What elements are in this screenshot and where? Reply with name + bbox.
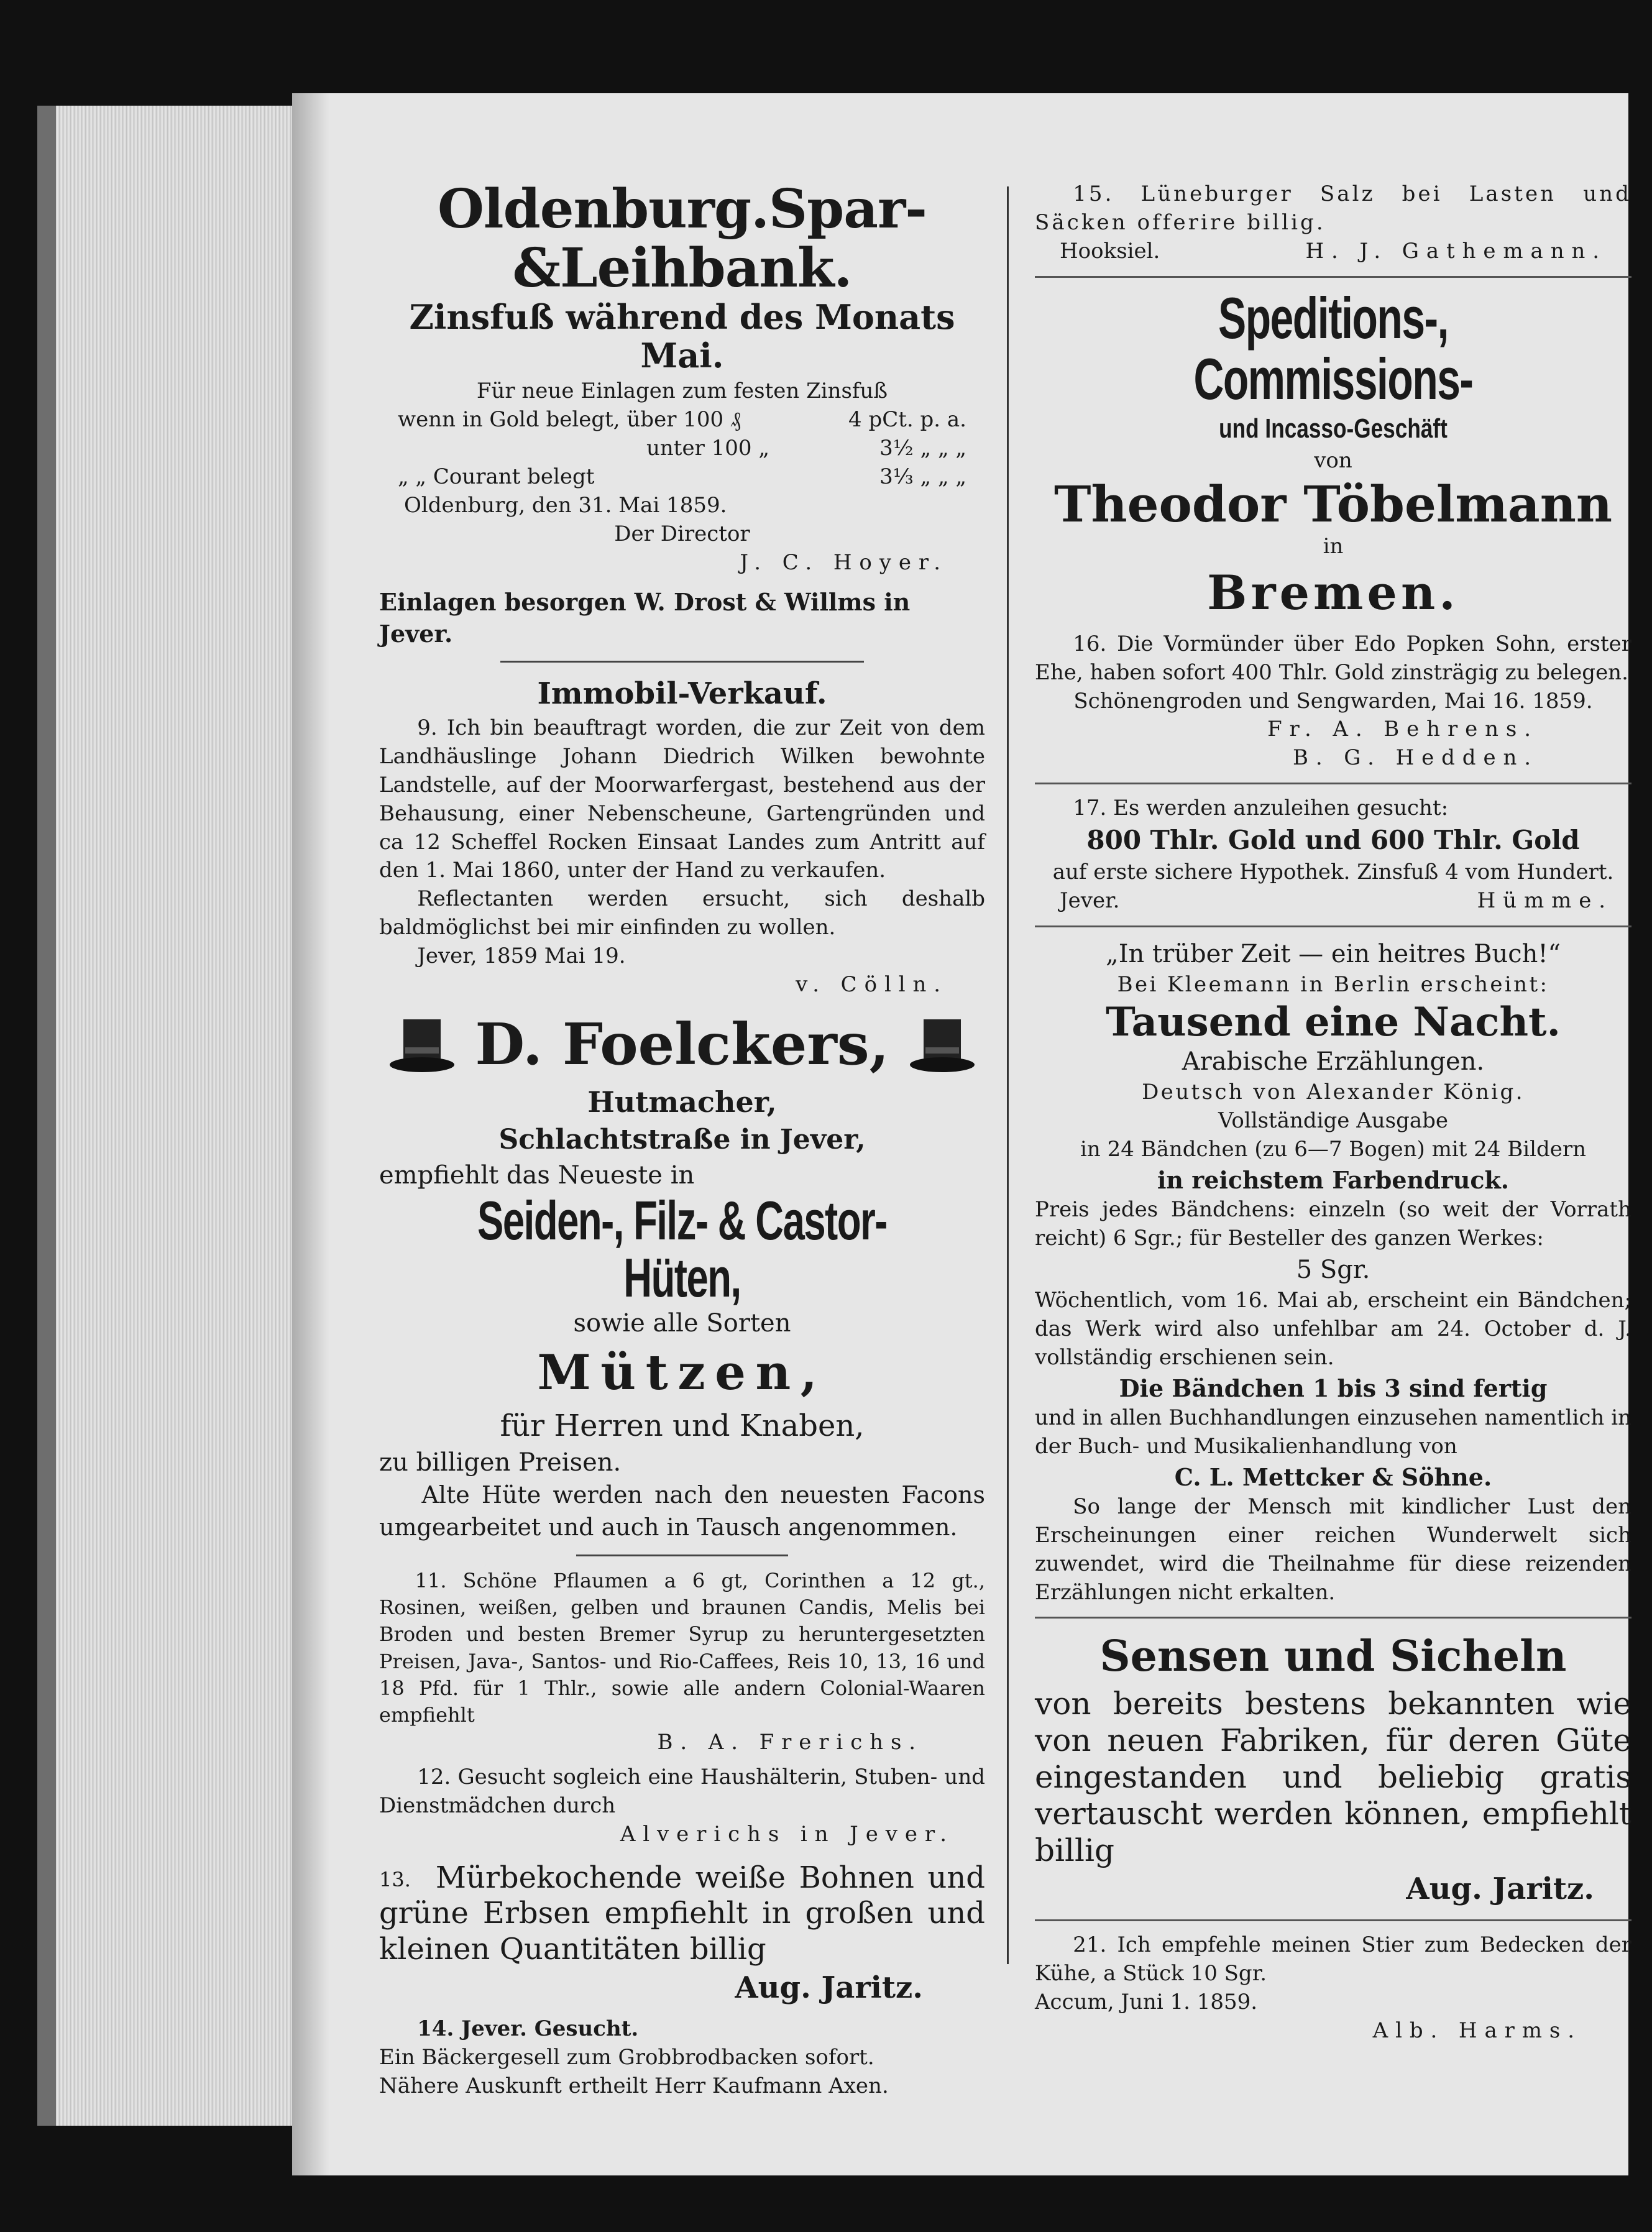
zinsfuss-title: Zinsfuß während des Monats Mai. bbox=[409, 297, 955, 376]
hutmacher: Hutmacher, bbox=[587, 1085, 777, 1119]
sensen-body: von bereits bestens bekannten wie von neuen Fabriken, für deren Güte eingestanden und beliebig gratis vertauscht werden können, empfiehlt billig bbox=[1035, 1686, 1631, 1869]
ad-17-body: auf erste sichere Hypothek. Zinsfuß 4 vom Hundert. bbox=[1052, 859, 1614, 884]
ad-17-footer: Jever. Hümme. bbox=[1060, 888, 1613, 913]
foelckers-name: D. Foelckers, bbox=[475, 1010, 889, 1078]
rate-row: unter 100 „ 3½ „ „ „ bbox=[646, 436, 966, 461]
buchhandlungen: und in allen Buchhandlungen einzusehen namentlich in der Buch- und Musikalienhandlung von bbox=[1035, 1405, 1631, 1459]
alte-huete: Alte Hüte werden nach den neuesten Facons umgearbeitet und auch in Tausch angenommen. bbox=[379, 1481, 985, 1541]
hueten-heading: Hüten, bbox=[623, 1246, 741, 1308]
book-page-edges bbox=[37, 106, 317, 2126]
immobil-body: 9. Ich bin beauftragt worden, die zur Zeit von dem Landhäuslinge Johann Diedrich Wilken bewohnte Landstelle, auf der Moorwarfergast, bestehend aus der Behausung, einer Nebenscheune, Gartengründen und ca 12 Scheffel Rocken Einsaat Landes zum Antritt auf den 1. Mai 1860, unter der Hand zu verkaufen. bbox=[379, 715, 985, 883]
ad-11-signature: B. A. Frerichs. bbox=[657, 1730, 923, 1755]
ad-16-signature-2: B. G. Hedden. bbox=[1293, 745, 1538, 771]
ad-16-signature-1: Fr. A. Behrens. bbox=[1267, 717, 1538, 742]
billige-preise: zu billigen Preisen. bbox=[379, 1448, 622, 1477]
ad-21-date: Accum, Juni 1. 1859. bbox=[1035, 1989, 1258, 2014]
bank-date: Oldenburg, den 31. Mai 1859. bbox=[404, 492, 727, 518]
mettcker: C. L. Mettcker & Söhne. bbox=[1174, 1463, 1492, 1491]
ad-11: 11. Schöne Pflaumen a 6 gt, Corinthen a 12 gt., Rosinen, weißen, gelben und braunen Candis, Melis bei Broden und besten Bremer Syrup zu heruntergesetzten Preisen, Java-, Santos- und Rio-Caffees, Reis 10, 13, 16 und 18 Pfd. für 1 Thlr., sowie alle andern Colonial-Waaren empfiehlt bbox=[379, 1569, 985, 1727]
ad-14-line-1: Ein Bäckergesell zum Grobbrodbacken sofort. bbox=[379, 2045, 874, 2070]
immobil-title: Immobil-Verkauf. bbox=[537, 676, 827, 712]
gutter-shadow bbox=[292, 93, 329, 2175]
foelckers-header bbox=[379, 1006, 985, 1083]
top-hat-icon bbox=[388, 1010, 456, 1078]
in-label: in bbox=[1323, 534, 1344, 559]
seiden-heading: Seiden-, Filz- & Castor- bbox=[477, 1189, 887, 1251]
ad-14-head: 14. Jever. Gesucht. bbox=[417, 2016, 639, 2042]
ad-15-footer: Hooksiel. H. J. Gathemann. bbox=[1060, 238, 1607, 264]
kleemann-line: Bei Kleemann in Berlin erscheint: bbox=[1117, 971, 1549, 997]
right-column bbox=[1035, 180, 1631, 2046]
immobil-signature: v. Cölln. bbox=[796, 972, 948, 998]
incasso-heading: und Incasso-Geschäft bbox=[1219, 413, 1448, 444]
ad-14-line-2: Nähere Auskunft ertheilt Herr Kaufmann Axen. bbox=[379, 2074, 889, 2099]
bank-director-label: Der Director bbox=[614, 521, 750, 546]
so-lange: So lange der Mensch mit kindlicher Lust den Erscheinungen einer reichen Wunderwelt sich zuwendet, wird die Theilnahme für diese reizenden Erzählungen nicht erkalten. bbox=[1035, 1494, 1631, 1605]
einlagen-note: Einlagen besorgen W. Drost & Willms in Jever. bbox=[379, 587, 911, 648]
left-column bbox=[379, 180, 985, 2101]
rate-row: Für neue Einlagen zum festen Zinsfuß bbox=[476, 379, 888, 404]
ad-21: 21. Ich empfehle meinen Stier zum Bedecken der Kühe, a Stück 10 Sgr. bbox=[1035, 1932, 1631, 1986]
sensen-signature: Aug. Jaritz. bbox=[1406, 1871, 1594, 1907]
sowie: sowie alle Sorten bbox=[573, 1309, 791, 1338]
ad-16-date: Schönengroden und Sengwarden, Mai 16. 1859. bbox=[1073, 688, 1593, 714]
rate-table bbox=[398, 377, 966, 492]
baendchen: in 24 Bändchen (zu 6—7 Bogen) mit 24 Bildern bbox=[1080, 1136, 1587, 1162]
ad-17-head: 17. Es werden anzuleihen gesucht: bbox=[1073, 796, 1449, 821]
buch-quote: „In trüber Zeit — ein heitres Buch!“ bbox=[1106, 939, 1561, 968]
immobil-body-2: Reflectanten werden ersucht, sich deshalb baldmöglichst bei mir einfinden zu wollen. bbox=[379, 886, 985, 940]
divider-rule bbox=[1035, 1919, 1631, 1921]
ad-12-signature: Alverichs in Jever. bbox=[620, 1821, 954, 1847]
arabische: Arabische Erzählungen. bbox=[1182, 1047, 1485, 1077]
farbendruck: in reichstem Farbendruck. bbox=[1157, 1165, 1510, 1194]
divider-rule bbox=[1035, 276, 1631, 278]
divider-rule bbox=[500, 661, 864, 663]
preis-sgr: 5 Sgr. bbox=[1296, 1255, 1370, 1284]
muetzen-heading: Mützen, bbox=[537, 1344, 827, 1402]
ad-12: 12. Gesucht sogleich eine Haushälterin, Stuben- und Dienstmädchen durch bbox=[379, 1765, 985, 1818]
rate-row: wenn in Gold belegt, über 100 ₰ 4 pCt. p. a. bbox=[398, 407, 966, 433]
rate-row: „ „ Courant belegt 3⅓ „ „ „ bbox=[398, 464, 966, 490]
herren-knaben: für Herren und Knaben, bbox=[500, 1408, 865, 1443]
bremen-heading: Bremen. bbox=[1207, 565, 1459, 621]
column-divider bbox=[1007, 186, 1009, 1964]
speditions-heading: Speditions-, Commissions- bbox=[1193, 285, 1473, 412]
ad-17-amount: 800 Thlr. Gold und 600 Thlr. Gold bbox=[1086, 825, 1580, 856]
divider-rule bbox=[1035, 925, 1631, 927]
ad-13-number: 13. bbox=[379, 1867, 411, 1891]
ad-13-body: Mürbekochende weiße Bohnen und grüne Erbsen empfiehlt in großen und kleinen Quantitäten billig bbox=[379, 1860, 985, 1967]
tausend-heading: Tausend eine Nacht. bbox=[1106, 998, 1561, 1045]
ad-13 bbox=[379, 1860, 985, 2008]
bank-director: J. C. Hoyer. bbox=[740, 549, 948, 575]
preis: Preis jedes Bändchens: einzeln (so weit der Vorrath reicht) 6 Sgr.; für Besteller des ganzen Werkes: bbox=[1035, 1197, 1631, 1251]
ad-13-signature: Aug. Jaritz. bbox=[735, 1970, 923, 2005]
empfiehlt: empfiehlt das Neueste in bbox=[379, 1160, 695, 1190]
toebelmann-name: Theodor Töbelmann bbox=[1053, 475, 1613, 534]
ad-15: 15. Lüneburger Salz bei Lasten und Säcken offerire billig. bbox=[1035, 181, 1631, 235]
divider-rule bbox=[576, 1555, 788, 1556]
von-label: von bbox=[1314, 448, 1352, 474]
bank-title: Oldenburg.Spar-&Leihbank. bbox=[438, 178, 927, 300]
ad-21-signature: Alb. Harms. bbox=[1372, 2018, 1582, 2043]
divider-rule bbox=[1035, 783, 1631, 784]
top-hat-icon bbox=[908, 1010, 976, 1078]
sensen-heading: Sensen und Sicheln bbox=[1099, 1632, 1567, 1682]
woechentlich: Wöchentlich, vom 16. Mai ab, erscheint ein Bändchen; das Werk wird also unfehlbar am 24. October d. J. vollständig erschienen sein. bbox=[1035, 1287, 1631, 1370]
divider-rule bbox=[1035, 1617, 1631, 1619]
vollstaendig: Vollständige Ausgabe bbox=[1218, 1108, 1449, 1133]
schlachtstrasse: Schlachtstraße in Jever, bbox=[498, 1124, 866, 1156]
baendchen-fertig: Die Bändchen 1 bis 3 sind fertig bbox=[1119, 1374, 1548, 1402]
deutsch-von: Deutsch von Alexander König. bbox=[1142, 1080, 1525, 1105]
immobil-date: Jever, 1859 Mai 19. bbox=[417, 944, 626, 969]
ad-16: 16. Die Vormünder über Edo Popken Sohn, erster Ehe, haben sofort 400 Thlr. Gold zinsträgig zu belegen. bbox=[1035, 631, 1631, 685]
